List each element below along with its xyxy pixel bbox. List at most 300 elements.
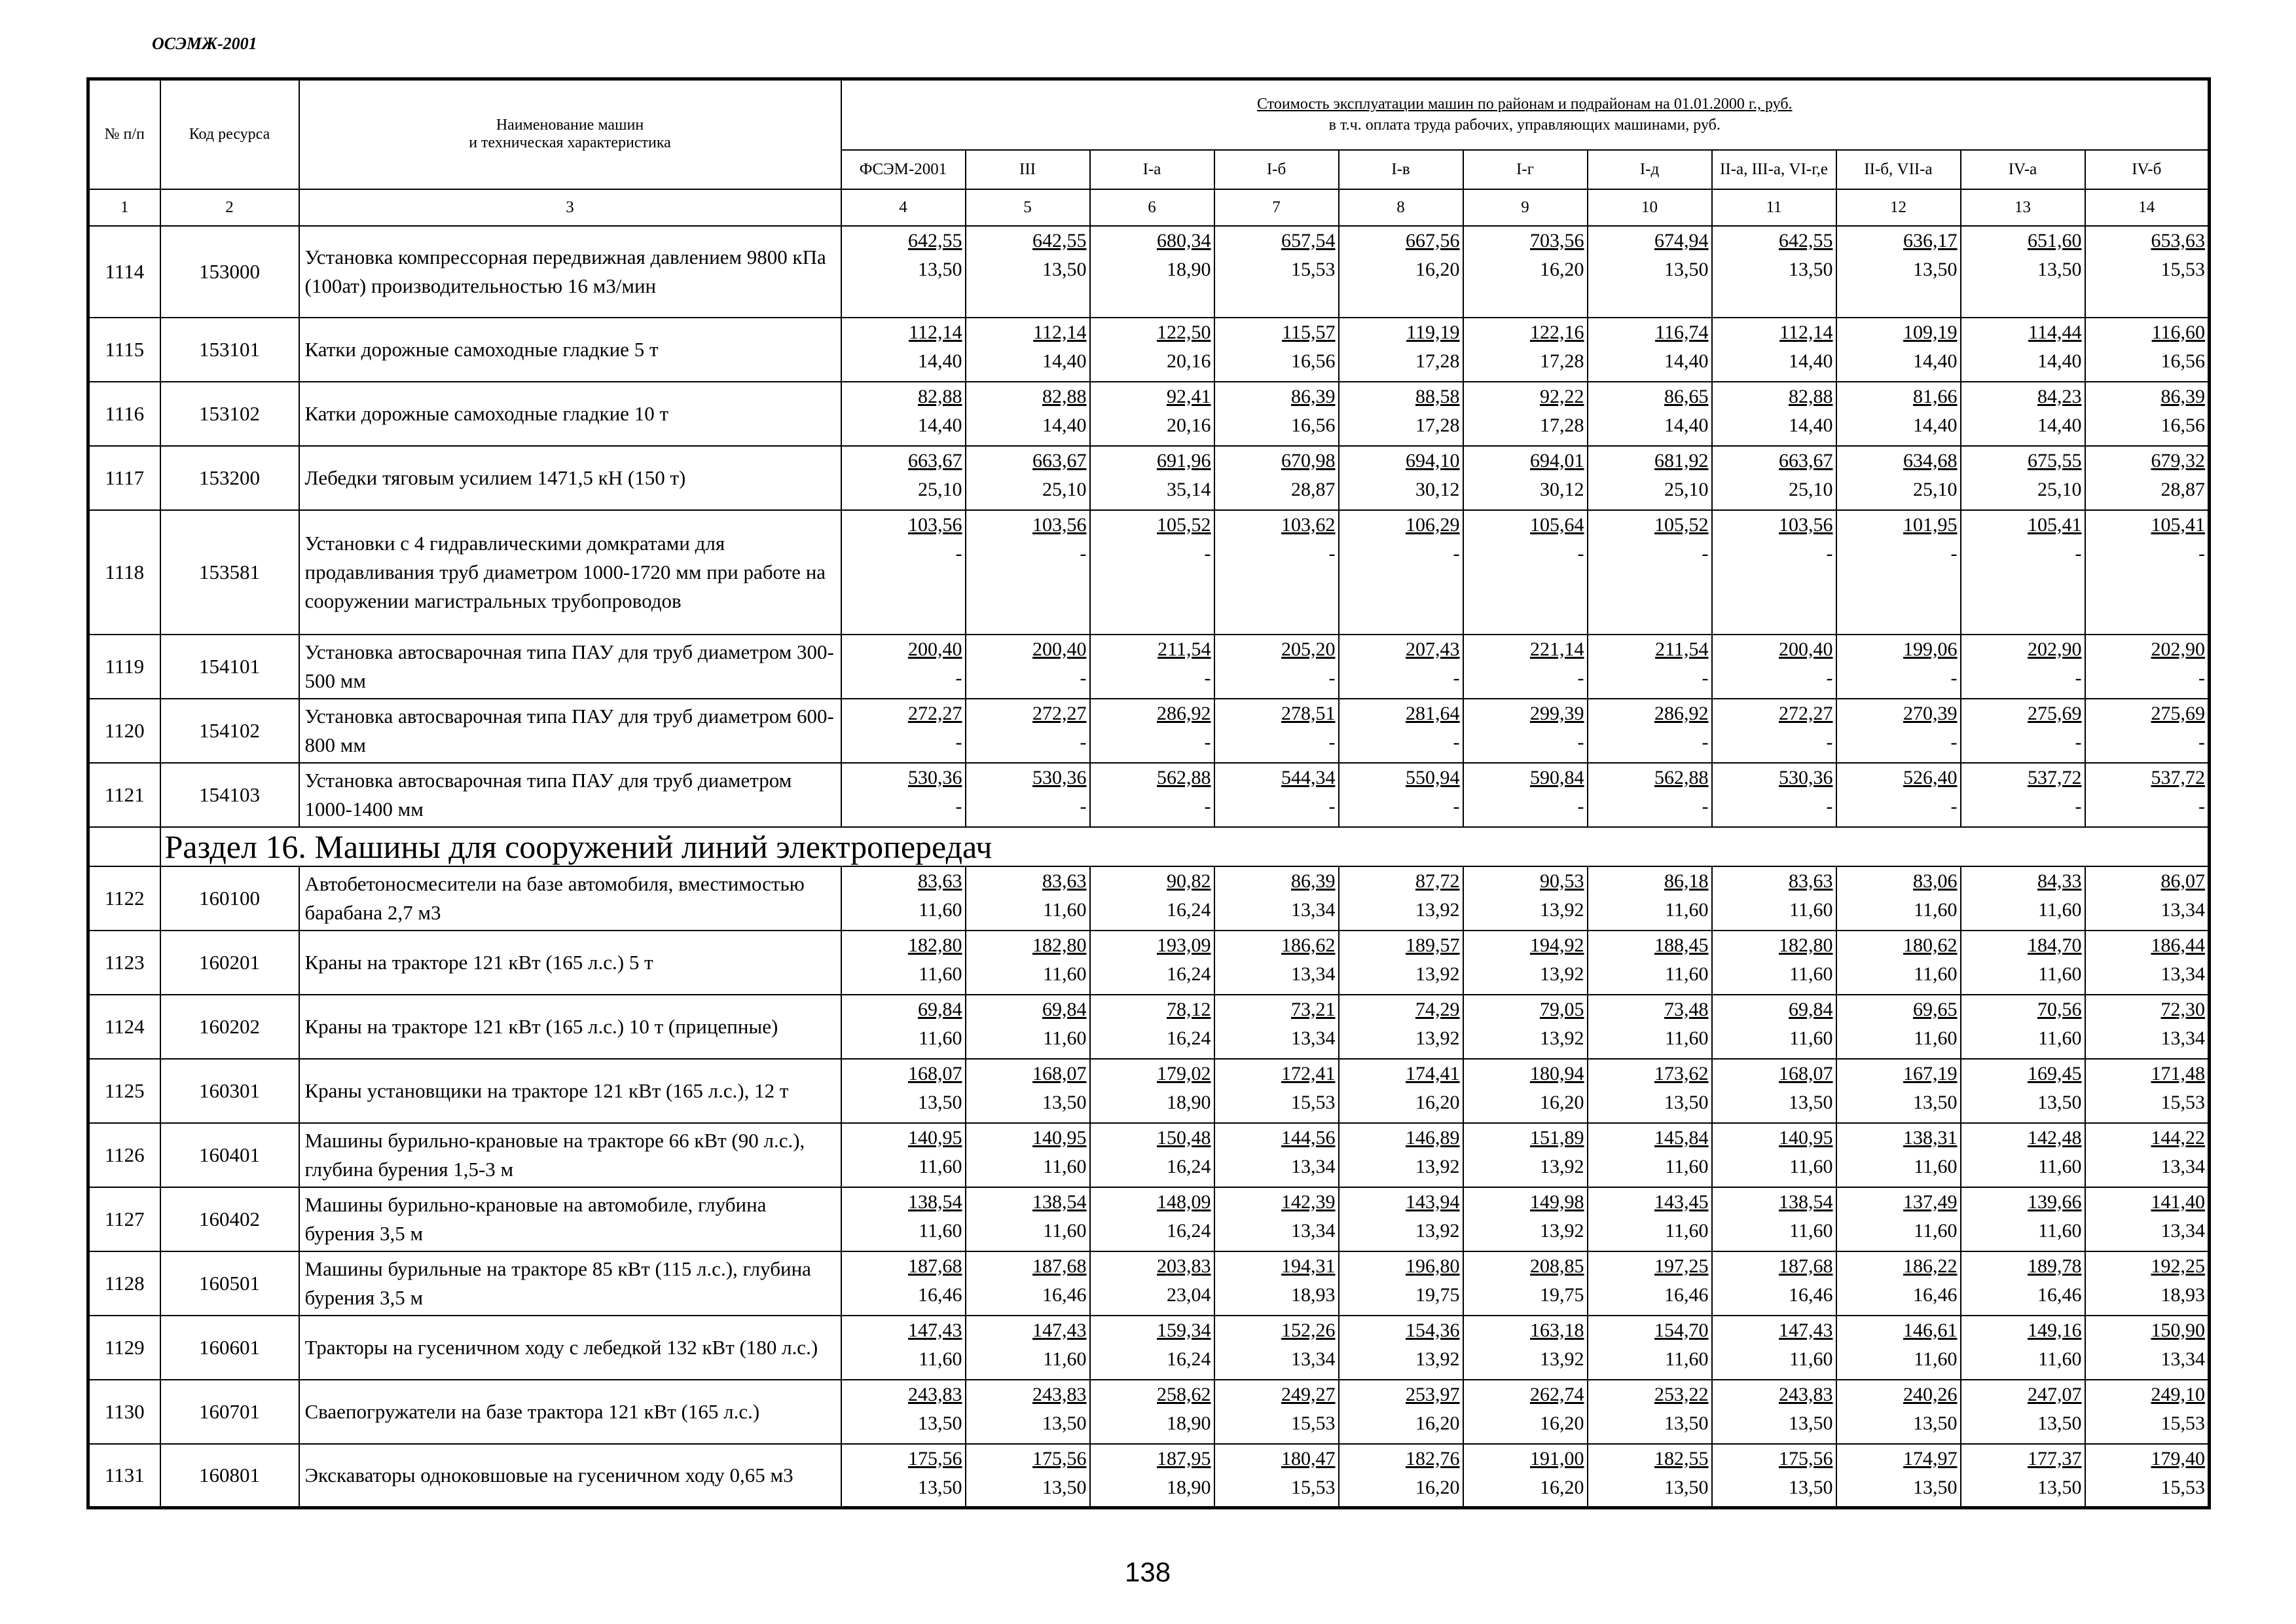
header-region: IV-а bbox=[1961, 150, 2085, 189]
cost-cell bbox=[966, 699, 1090, 763]
labor-value: 16,20 bbox=[1540, 258, 1584, 280]
cost-value: 550,94 bbox=[1406, 766, 1460, 788]
cost-value: 109,19 bbox=[1903, 321, 1958, 343]
cost-cell bbox=[2085, 1187, 2210, 1251]
cost-value: 149,98 bbox=[1530, 1190, 1584, 1213]
cost-value: 526,40 bbox=[1903, 766, 1958, 788]
table-row bbox=[88, 1123, 2210, 1187]
cost-value: 175,56 bbox=[908, 1447, 962, 1469]
cost-value: 140,95 bbox=[1032, 1126, 1087, 1149]
cost-value: 138,54 bbox=[1032, 1190, 1087, 1213]
machine-name: Краны на тракторе 121 кВт (165 л.с.) 10 т (прицепные) bbox=[299, 995, 841, 1059]
row-number: 1118 bbox=[88, 510, 160, 635]
labor-value: 20,16 bbox=[1167, 414, 1211, 436]
cost-value: 103,56 bbox=[1032, 513, 1087, 536]
cost-value: 86,39 bbox=[2160, 385, 2206, 407]
cost-cell bbox=[1463, 699, 1588, 763]
cost-value: 69,65 bbox=[1913, 998, 1958, 1020]
cost-cell bbox=[2085, 318, 2210, 382]
cost-cell bbox=[1214, 318, 1339, 382]
column-number: 9 bbox=[1463, 189, 1588, 226]
labor-value: 11,60 bbox=[2038, 1027, 2082, 1049]
labor-value: - bbox=[1702, 542, 1709, 564]
cost-value: 187,95 bbox=[1157, 1447, 1211, 1469]
labor-value: 25,10 bbox=[1789, 478, 1833, 500]
cost-cell bbox=[1961, 382, 2085, 446]
header-name-line2: и техническая характеристика bbox=[469, 134, 671, 152]
cost-cell bbox=[1712, 1059, 1836, 1123]
cost-cell bbox=[1090, 382, 1214, 446]
cost-cell bbox=[966, 226, 1090, 318]
resource-code: 160501 bbox=[160, 1251, 299, 1316]
table-row bbox=[88, 699, 2210, 763]
header-region: III bbox=[966, 150, 1090, 189]
cost-value: 202,90 bbox=[2028, 638, 2082, 660]
labor-value: 18,93 bbox=[1291, 1283, 1336, 1306]
labor-value: 16,20 bbox=[1415, 1476, 1460, 1498]
labor-value: 16,56 bbox=[2160, 414, 2206, 436]
labor-value: 11,60 bbox=[2038, 1219, 2082, 1242]
labor-value: 16,46 bbox=[2037, 1283, 2082, 1306]
cost-cell bbox=[1712, 995, 1836, 1059]
cost-cell bbox=[1214, 866, 1339, 931]
header-region: I-д bbox=[1588, 150, 1712, 189]
cost-value: 275,69 bbox=[2028, 702, 2082, 724]
cost-value: 168,07 bbox=[908, 1062, 962, 1084]
cost-value: 258,62 bbox=[1157, 1383, 1211, 1405]
table-row bbox=[88, 995, 2210, 1059]
labor-value: 13,50 bbox=[918, 1476, 962, 1498]
labor-value: - bbox=[955, 542, 962, 564]
labor-value: 13,92 bbox=[1540, 898, 1584, 921]
labor-value: 13,34 bbox=[1291, 1027, 1336, 1049]
labor-value: 30,12 bbox=[1415, 478, 1460, 500]
labor-value: 11,60 bbox=[1043, 898, 1087, 921]
labor-value: 15,53 bbox=[1291, 1476, 1336, 1498]
cost-cell bbox=[1090, 1316, 1214, 1380]
machine-name: Лебедки тяговым усилием 1471,5 кН (150 т) bbox=[299, 446, 841, 510]
cost-value: 663,67 bbox=[1032, 449, 1087, 471]
column-number: 14 bbox=[2085, 189, 2210, 226]
labor-value: 11,60 bbox=[1789, 1027, 1833, 1049]
cost-cell bbox=[1712, 446, 1836, 510]
cost-cell bbox=[1090, 446, 1214, 510]
cost-cell bbox=[966, 1444, 1090, 1508]
table-row bbox=[88, 1187, 2210, 1251]
cost-value: 634,68 bbox=[1903, 449, 1958, 471]
cost-value: 142,39 bbox=[1281, 1190, 1336, 1213]
row-number: 1126 bbox=[88, 1123, 160, 1187]
machine-name: Краны на тракторе 121 кВт (165 л.с.) 5 т bbox=[299, 931, 841, 995]
cost-value: 140,95 bbox=[908, 1126, 962, 1149]
column-number: 6 bbox=[1090, 189, 1214, 226]
column-number: 13 bbox=[1961, 189, 2085, 226]
cost-cell bbox=[841, 1444, 966, 1508]
cost-value: 73,48 bbox=[1664, 998, 1709, 1020]
cost-cell bbox=[2085, 1380, 2210, 1444]
cost-value: 172,41 bbox=[1281, 1062, 1336, 1084]
cost-cell bbox=[1588, 931, 1712, 995]
cost-value: 84,33 bbox=[2037, 870, 2082, 892]
labor-value: 13,34 bbox=[2160, 1348, 2206, 1370]
labor-value: 18,90 bbox=[1167, 1412, 1211, 1434]
labor-value: - bbox=[2198, 795, 2206, 817]
labor-value: - bbox=[2198, 542, 2206, 564]
cost-cell bbox=[1961, 510, 2085, 635]
cost-value: 144,56 bbox=[1281, 1126, 1336, 1149]
labor-value: - bbox=[1950, 542, 1958, 564]
cost-value: 191,00 bbox=[1530, 1447, 1584, 1469]
cost-cell bbox=[1214, 763, 1339, 827]
header-region: IV-б bbox=[2085, 150, 2210, 189]
cost-cell bbox=[966, 1059, 1090, 1123]
labor-value: 14,40 bbox=[1664, 414, 1709, 436]
column-number: 4 bbox=[841, 189, 966, 226]
labor-value: 15,53 bbox=[2160, 1412, 2206, 1434]
labor-value: 18,90 bbox=[1167, 1091, 1211, 1113]
labor-value: 25,10 bbox=[2037, 478, 2082, 500]
cost-value: 83,63 bbox=[1789, 870, 1833, 892]
cost-value: 139,66 bbox=[2028, 1190, 2082, 1213]
section-row bbox=[88, 827, 2210, 866]
cost-value: 174,97 bbox=[1903, 1447, 1958, 1469]
labor-value: 11,60 bbox=[919, 1155, 962, 1177]
cost-cell bbox=[1836, 931, 1961, 995]
machine-name: Установки с 4 гидравлическими домкратами для продавливания труб диаметром 1000-1720 мм при работе на сооружении магистральных трубопроводов bbox=[299, 510, 841, 635]
cost-cell bbox=[1463, 446, 1588, 510]
cost-value: 90,82 bbox=[1167, 870, 1211, 892]
cost-value: 169,45 bbox=[2028, 1062, 2082, 1084]
labor-value: 11,60 bbox=[1789, 1348, 1833, 1370]
cost-value: 84,23 bbox=[2037, 385, 2082, 407]
cost-cell bbox=[1339, 1123, 1463, 1187]
labor-value: 16,46 bbox=[1042, 1283, 1087, 1306]
cost-value: 180,47 bbox=[1281, 1447, 1336, 1469]
cost-value: 86,65 bbox=[1664, 385, 1709, 407]
cost-cell bbox=[1339, 763, 1463, 827]
cost-value: 188,45 bbox=[1654, 934, 1709, 956]
cost-cell bbox=[1339, 931, 1463, 995]
cost-value: 72,30 bbox=[2160, 998, 2206, 1020]
cost-cell bbox=[841, 1187, 966, 1251]
cost-value: 177,37 bbox=[2028, 1447, 2082, 1469]
cost-value: 186,62 bbox=[1281, 934, 1336, 956]
cost-cell bbox=[1090, 1380, 1214, 1444]
cost-value: 69,84 bbox=[1042, 998, 1087, 1020]
labor-value: 15,53 bbox=[2160, 258, 2206, 280]
labor-value: 13,50 bbox=[1913, 1412, 1958, 1434]
labor-value: - bbox=[1577, 795, 1584, 817]
cost-value: 154,70 bbox=[1654, 1319, 1709, 1341]
table-row bbox=[88, 382, 2210, 446]
cost-cell bbox=[1090, 763, 1214, 827]
cost-cell bbox=[2085, 1251, 2210, 1316]
labor-value: - bbox=[955, 667, 962, 689]
cost-cell bbox=[1588, 866, 1712, 931]
cost-value: 150,48 bbox=[1157, 1126, 1211, 1149]
cost-cell bbox=[2085, 1444, 2210, 1508]
labor-value: 13,92 bbox=[1540, 963, 1584, 985]
cost-value: 247,07 bbox=[2028, 1383, 2082, 1405]
cost-value: 703,56 bbox=[1530, 229, 1584, 251]
machine-name: Катки дорожные самоходные гладкие 10 т bbox=[299, 382, 841, 446]
labor-value: 13,50 bbox=[1664, 258, 1709, 280]
cost-cell bbox=[1961, 866, 2085, 931]
cost-cell bbox=[1339, 635, 1463, 699]
cost-value: 74,29 bbox=[1415, 998, 1460, 1020]
labor-value: 13,34 bbox=[2160, 963, 2206, 985]
labor-value: 16,46 bbox=[1664, 1283, 1709, 1306]
cost-cell bbox=[1588, 226, 1712, 318]
labor-value: 11,60 bbox=[1914, 898, 1958, 921]
labor-value: 16,56 bbox=[1291, 414, 1336, 436]
row-number: 1115 bbox=[88, 318, 160, 382]
labor-value: 14,40 bbox=[1042, 414, 1087, 436]
cost-value: 103,62 bbox=[1281, 513, 1336, 536]
cost-value: 149,16 bbox=[2028, 1319, 2082, 1341]
labor-value: 25,10 bbox=[1042, 478, 1087, 500]
labor-value: 13,34 bbox=[1291, 963, 1336, 985]
labor-value: 11,60 bbox=[919, 898, 962, 921]
labor-value: - bbox=[1328, 542, 1336, 564]
labor-value: 11,60 bbox=[1914, 1348, 1958, 1370]
labor-value: 16,24 bbox=[1167, 1219, 1211, 1242]
cost-cell bbox=[841, 446, 966, 510]
cost-cell bbox=[841, 699, 966, 763]
labor-value: 13,50 bbox=[918, 1412, 962, 1434]
cost-value: 286,92 bbox=[1654, 702, 1709, 724]
machine-name: Установка автосварочная типа ПАУ для труб диаметром 300-500 мм bbox=[299, 635, 841, 699]
cost-value: 163,18 bbox=[1530, 1319, 1584, 1341]
labor-value: 11,60 bbox=[2038, 1155, 2082, 1177]
labor-value: 15,53 bbox=[1291, 1412, 1336, 1434]
labor-value: 28,87 bbox=[1291, 478, 1336, 500]
labor-value: 13,92 bbox=[1540, 1027, 1584, 1049]
labor-value: - bbox=[1328, 795, 1336, 817]
section-empty-cell bbox=[88, 827, 160, 866]
labor-value: 13,34 bbox=[1291, 1348, 1336, 1370]
machine-name: Установка автосварочная типа ПАУ для труб диаметром 600-800 мм bbox=[299, 699, 841, 763]
cost-cell bbox=[841, 1123, 966, 1187]
cost-value: 199,06 bbox=[1903, 638, 1958, 660]
labor-value: 11,60 bbox=[1789, 898, 1833, 921]
table-row bbox=[88, 1316, 2210, 1380]
cost-cell bbox=[1836, 1059, 1961, 1123]
labor-value: 13,34 bbox=[2160, 898, 2206, 921]
cost-cell bbox=[1090, 1123, 1214, 1187]
cost-value: 142,48 bbox=[2028, 1126, 2082, 1149]
cost-value: 171,48 bbox=[2151, 1062, 2206, 1084]
cost-cell bbox=[2085, 699, 2210, 763]
cost-cell bbox=[1339, 995, 1463, 1059]
cost-value: 243,83 bbox=[1032, 1383, 1087, 1405]
cost-value: 663,67 bbox=[1779, 449, 1833, 471]
cost-cell bbox=[1836, 995, 1961, 1059]
cost-cell bbox=[1339, 1316, 1463, 1380]
cost-value: 192,25 bbox=[2151, 1255, 2206, 1277]
cost-cell bbox=[1588, 1444, 1712, 1508]
cost-value: 146,89 bbox=[1406, 1126, 1460, 1149]
labor-value: 13,50 bbox=[2037, 1476, 2082, 1498]
cost-cell bbox=[1463, 931, 1588, 995]
cost-cell bbox=[1712, 699, 1836, 763]
cost-value: 663,67 bbox=[908, 449, 962, 471]
cost-value: 179,40 bbox=[2151, 1447, 2206, 1469]
row-number: 1117 bbox=[88, 446, 160, 510]
labor-value: 13,92 bbox=[1415, 1155, 1460, 1177]
cost-value: 167,19 bbox=[1903, 1062, 1958, 1084]
cost-value: 148,09 bbox=[1157, 1190, 1211, 1213]
resource-code: 153200 bbox=[160, 446, 299, 510]
labor-value: - bbox=[1826, 667, 1833, 689]
labor-value: 11,60 bbox=[1665, 1219, 1709, 1242]
cost-value: 194,31 bbox=[1281, 1255, 1336, 1277]
cost-cell bbox=[1836, 446, 1961, 510]
cost-cell bbox=[2085, 635, 2210, 699]
cost-cell bbox=[841, 1316, 966, 1380]
cost-cell bbox=[1090, 699, 1214, 763]
labor-value: 16,20 bbox=[1415, 1091, 1460, 1113]
cost-value: 674,94 bbox=[1654, 229, 1709, 251]
labor-value: 13,50 bbox=[1664, 1412, 1709, 1434]
cost-cell bbox=[1090, 226, 1214, 318]
labor-value: 30,12 bbox=[1540, 478, 1584, 500]
cost-value: 200,40 bbox=[1779, 638, 1833, 660]
cost-value: 69,84 bbox=[1789, 998, 1833, 1020]
labor-value: 16,24 bbox=[1167, 1348, 1211, 1370]
cost-cell bbox=[1463, 1187, 1588, 1251]
labor-value: 13,50 bbox=[2037, 1091, 2082, 1113]
table-row bbox=[88, 635, 2210, 699]
cost-value: 83,06 bbox=[1913, 870, 1958, 892]
cost-value: 286,92 bbox=[1157, 702, 1211, 724]
labor-value: 16,46 bbox=[1789, 1283, 1833, 1306]
cost-value: 211,54 bbox=[1157, 638, 1211, 660]
labor-value: 18,93 bbox=[2160, 1283, 2206, 1306]
cost-value: 186,44 bbox=[2151, 934, 2206, 956]
cost-cell bbox=[1961, 318, 2085, 382]
cost-value: 200,40 bbox=[1032, 638, 1087, 660]
labor-value: 13,34 bbox=[2160, 1027, 2206, 1049]
labor-value: 14,40 bbox=[918, 350, 962, 372]
cost-value: 187,68 bbox=[908, 1255, 962, 1277]
cost-value: 182,80 bbox=[1032, 934, 1087, 956]
labor-value: 11,60 bbox=[2038, 1348, 2082, 1370]
labor-value: - bbox=[1204, 795, 1211, 817]
cost-value: 86,07 bbox=[2160, 870, 2206, 892]
labor-value: 13,50 bbox=[1042, 1412, 1087, 1434]
cost-cell bbox=[1214, 446, 1339, 510]
cost-cell bbox=[1090, 635, 1214, 699]
cost-cell bbox=[1961, 446, 2085, 510]
cost-value: 150,90 bbox=[2151, 1319, 2206, 1341]
cost-cell bbox=[1463, 1059, 1588, 1123]
cost-value: 174,41 bbox=[1406, 1062, 1460, 1084]
cost-cell bbox=[1836, 226, 1961, 318]
cost-cell bbox=[1712, 1123, 1836, 1187]
cost-value: 141,40 bbox=[2151, 1190, 2206, 1213]
labor-value: - bbox=[1453, 667, 1460, 689]
row-number: 1130 bbox=[88, 1380, 160, 1444]
labor-value: 13,50 bbox=[1042, 1091, 1087, 1113]
cost-cell bbox=[966, 635, 1090, 699]
cost-cell bbox=[966, 510, 1090, 635]
labor-value: 18,90 bbox=[1167, 1476, 1211, 1498]
cost-value: 86,39 bbox=[1291, 385, 1336, 407]
cost-cell bbox=[1463, 510, 1588, 635]
cost-cell bbox=[1712, 1444, 1836, 1508]
cost-cell bbox=[1712, 866, 1836, 931]
labor-value: - bbox=[1204, 731, 1211, 753]
cost-value: 694,01 bbox=[1530, 449, 1584, 471]
labor-value: 14,40 bbox=[1042, 350, 1087, 372]
machine-name: Автобетоносмесители на базе автомобиля, вместимостью барабана 2,7 м3 bbox=[299, 866, 841, 931]
cost-cell bbox=[841, 226, 966, 318]
labor-value: 13,50 bbox=[2037, 1412, 2082, 1434]
resource-code: 160202 bbox=[160, 995, 299, 1059]
cost-cell bbox=[1090, 318, 1214, 382]
labor-value: 13,34 bbox=[1291, 1155, 1336, 1177]
cost-cell bbox=[1339, 1187, 1463, 1251]
cost-cell bbox=[1090, 995, 1214, 1059]
labor-value: 19,75 bbox=[1540, 1283, 1584, 1306]
column-number: 7 bbox=[1214, 189, 1339, 226]
labor-value: 11,60 bbox=[1914, 1155, 1958, 1177]
cost-cell bbox=[1339, 510, 1463, 635]
cost-cell bbox=[841, 763, 966, 827]
cost-cell bbox=[1961, 1187, 2085, 1251]
cost-cell bbox=[2085, 1059, 2210, 1123]
labor-value: 16,56 bbox=[2160, 350, 2206, 372]
cost-cell bbox=[1836, 635, 1961, 699]
cost-cell bbox=[1712, 1380, 1836, 1444]
cost-value: 114,44 bbox=[2028, 321, 2082, 343]
cost-value: 159,34 bbox=[1157, 1319, 1211, 1341]
labor-value: 11,60 bbox=[1789, 1219, 1833, 1242]
cost-value: 144,22 bbox=[2151, 1126, 2206, 1149]
labor-value: 11,60 bbox=[1043, 963, 1087, 985]
cost-cell bbox=[1712, 1316, 1836, 1380]
labor-value: - bbox=[955, 731, 962, 753]
cost-value: 90,53 bbox=[1540, 870, 1584, 892]
table-row bbox=[88, 1059, 2210, 1123]
cost-cell bbox=[2085, 1316, 2210, 1380]
cost-value: 168,07 bbox=[1779, 1062, 1833, 1084]
labor-value: 13,92 bbox=[1415, 898, 1460, 921]
labor-value: 11,60 bbox=[1665, 1348, 1709, 1370]
cost-cell bbox=[1463, 995, 1588, 1059]
machine-name: Машины бурильно-крановые на тракторе 66 кВт (90 л.с.), глубина бурения 1,5-3 м bbox=[299, 1123, 841, 1187]
machine-name: Машины бурильно-крановые на автомобиле, глубина бурения 3,5 м bbox=[299, 1187, 841, 1251]
cost-cell bbox=[1836, 1123, 1961, 1187]
machine-name: Катки дорожные самоходные гладкие 5 т bbox=[299, 318, 841, 382]
labor-value: 11,60 bbox=[1789, 1155, 1833, 1177]
cost-value: 179,02 bbox=[1157, 1062, 1211, 1084]
cost-cell bbox=[1090, 510, 1214, 635]
column-number: 12 bbox=[1836, 189, 1961, 226]
cost-value: 138,31 bbox=[1903, 1126, 1958, 1149]
row-number: 1124 bbox=[88, 995, 160, 1059]
table-row bbox=[88, 318, 2210, 382]
cost-cell bbox=[1588, 382, 1712, 446]
cost-cell bbox=[1961, 1251, 2085, 1316]
cost-value: 78,12 bbox=[1167, 998, 1211, 1020]
cost-value: 116,74 bbox=[1655, 321, 1709, 343]
resource-code: 153581 bbox=[160, 510, 299, 635]
column-number: 3 bbox=[299, 189, 841, 226]
table-row bbox=[88, 931, 2210, 995]
table-row bbox=[88, 226, 2210, 318]
